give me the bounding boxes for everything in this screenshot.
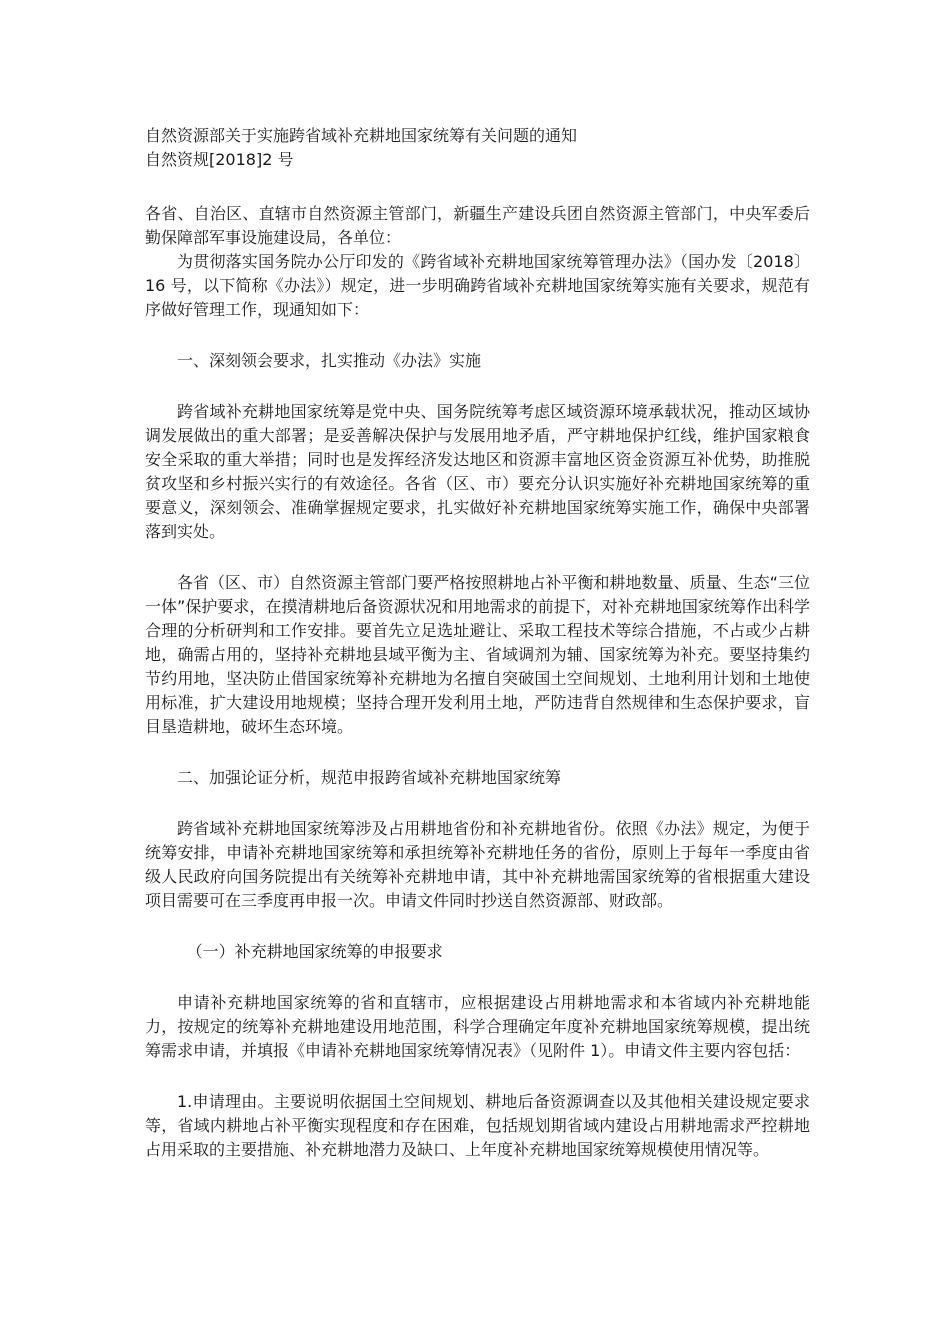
list-item-1: 1.申请理由。主要说明依据国土空间规划、耕地后备资源调查以及其他相关建设规定要求等，省域内耕地占补平衡实现程度和存在困难，包括规划期省域内建设占用耕地需求严控耕地占用采取的主要措施、补充耕地潜力及缺口、上年度补充耕地国家统筹规模使用情况等。 xyxy=(145,1092,810,1159)
section-2-heading: 二、加强论证分析，规范申报跨省域补充耕地国家统筹 xyxy=(177,768,562,787)
document-title: 自然资源部关于实施跨省域补充耕地国家统筹有关问题的通知 xyxy=(145,126,578,145)
section-1-paragraph-2: 各省（区、市）自然资源主管部门要严格按照耕地占补平衡和耕地数量、质量、生态“三位一体”保护要求，在摸清耕地后备资源状况和用地需求的前提下，对补充耕地国家统筹作出科学合理的分析研判和工作安排。要首先立足选址避让、采取工程技术等综合措施，不占或少占耕地，确需占用的，坚持补充耕地县域平衡为主、省域调剂为辅、国家统筹为补充。要坚持集约节约用地，坚决防止借国家统筹补充耕地为名擅自突破国土空间规划、土地利用计划和土地使用标准，扩大建设用地规模；坚持合理开发利用土地，严防违背自然规律和生态保护要求，盲目垦造耕地，破坏生态环境。 xyxy=(145,573,810,736)
section-2-paragraph-1: 跨省域补充耕地国家统筹涉及占用耕地省份和补充耕地省份。依照《办法》规定，为便于统筹安排，申请补充耕地国家统筹和承担统筹补充耕地任务的省份，原则上于每年一季度由省级人民政府向国务院提出有关统筹补充耕地申请，其中补充耕地需国家统筹的省根据重大建设项目需要可在三季度再申报一次。申请文件同时抄送自然资源部、财政部。 xyxy=(145,819,810,910)
section-1-paragraph-1: 跨省域补充耕地国家统筹是党中央、国务院统筹考虑区域资源环境承载状况，推动区域协调发展做出的重大部署；是妥善解决保护与发展用地矛盾，严守耕地保护红线，维护国家粮食安全采取的重大举措；同时也是发挥经济发达地区和资源丰富地区资金资源互补优势，助推脱贫攻坚和乡村振兴实行的有效途径。各省（区、市）要充分认识实施好补充耕地国家统筹的重要意义，深刻领会、准确掌握规定要求，扎实做好补充耕地国家统筹实施工作，确保中央部署落到实处。 xyxy=(145,402,810,541)
document-number: 自然资规[2018]2 号 xyxy=(145,150,294,169)
addressee-paragraph: 各省、自治区、直辖市自然资源主管部门，新疆生产建设兵团自然资源主管部门，中央军委后勤保障部军事设施建设局，各单位： xyxy=(145,204,810,247)
intro-paragraph: 为贯彻落实国务院办公厅印发的《跨省域补充耕地国家统筹管理办法》（国办发〔2018〕16 号，以下简称《办法》）规定，进一步明确跨省域补充耕地国家统筹实施有关要求，规范有序做好管理工作，现通知如下： xyxy=(145,252,810,319)
section-1-heading: 一、深刻领会要求，扎实推动《办法》实施 xyxy=(177,351,482,370)
subsection-1-heading: （一）补充耕地国家统筹的申报要求 xyxy=(186,942,443,961)
document-page xyxy=(145,124,810,1162)
subsection-1-paragraph-1: 申请补充耕地国家统筹的省和直辖市，应根据建设占用耕地需求和本省域内补充耕地能力，按规定的统筹补充耕地建设用地范围，科学合理确定年度补充耕地国家统筹规模，提出统筹需求申请，并填报《申请补充耕地国家统筹情况表》（见附件 1）。申请文件主要内容包括： xyxy=(145,993,810,1060)
document-header xyxy=(145,124,810,172)
